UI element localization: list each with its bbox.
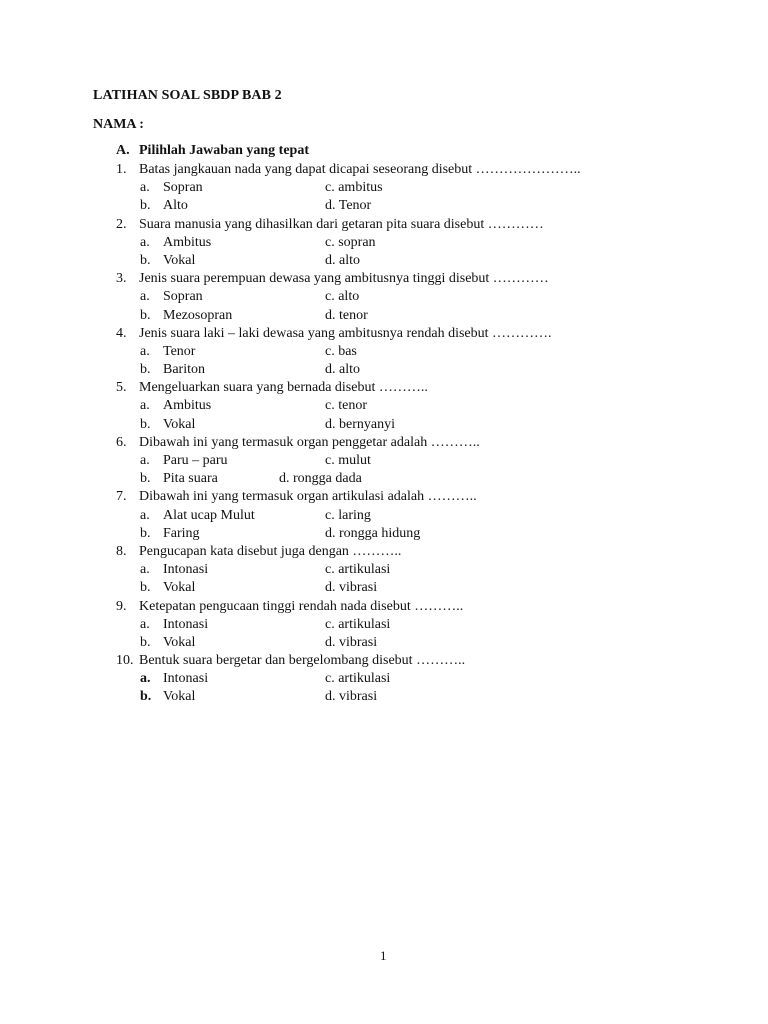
option-row xyxy=(116,688,716,706)
option-d: d. Tenor xyxy=(325,198,372,214)
option-b: Vokal xyxy=(163,634,196,650)
option-row xyxy=(116,525,716,543)
question-line xyxy=(116,216,716,234)
option-row xyxy=(116,179,716,197)
question-number: 9. xyxy=(116,598,127,614)
section-heading xyxy=(116,143,309,159)
option-a: Intonasi xyxy=(163,616,209,632)
question-line xyxy=(116,598,716,616)
question-item xyxy=(116,161,716,216)
option-b: Vokal xyxy=(163,252,196,268)
option-a: Alat ucap Mulut xyxy=(163,507,255,523)
option-letter-b: b. xyxy=(140,471,151,487)
option-row xyxy=(116,234,716,252)
question-text: Ketepatan pengucaan tinggi rendah nada disebut ……….. xyxy=(139,598,464,614)
option-d: d. alto xyxy=(325,252,360,268)
option-d: d. vibrasi xyxy=(325,580,378,596)
option-letter-a: a. xyxy=(140,507,150,523)
option-c: c. tenor xyxy=(325,398,367,414)
option-letter-a: a. xyxy=(140,234,150,250)
question-number: 5. xyxy=(116,380,127,396)
document-title: LATIHAN SOAL SBDP BAB 2 xyxy=(93,88,282,103)
option-letter-a: a. xyxy=(140,562,150,578)
option-d: d. rongga hidung xyxy=(325,525,421,541)
question-text: Dibawah ini yang termasuk organ penggetar adalah ……….. xyxy=(139,434,480,450)
option-letter-b: b. xyxy=(140,416,151,432)
option-d: d. vibrasi xyxy=(325,689,378,705)
page-number: 1 xyxy=(380,948,387,963)
option-c: c. mulut xyxy=(325,453,371,468)
question-item xyxy=(116,216,716,271)
question-text: Bentuk suara bergetar dan bergelombang disebut ……….. xyxy=(139,653,466,669)
option-letter-a: a. xyxy=(140,343,150,359)
option-d: d. alto xyxy=(325,362,360,378)
option-b: Vokal xyxy=(163,580,196,596)
option-c: c. artikulasi xyxy=(325,562,391,578)
option-row xyxy=(116,252,716,270)
option-letter-a: a. xyxy=(140,398,150,414)
question-number: 4. xyxy=(116,325,127,341)
option-letter-b: b. xyxy=(140,580,151,596)
option-b: Vokal xyxy=(163,689,196,705)
option-row xyxy=(116,361,716,379)
option-row xyxy=(116,197,716,215)
option-letter-a: a. xyxy=(140,453,150,468)
option-row xyxy=(116,616,716,634)
option-letter-b: b. xyxy=(140,525,151,541)
section-title: Pilihlah Jawaban yang tepat xyxy=(139,143,309,158)
option-b: Faring xyxy=(163,525,200,541)
question-item xyxy=(116,543,716,598)
option-b: Alto xyxy=(163,198,188,214)
question-list xyxy=(116,161,716,707)
option-letter-b: b. xyxy=(140,307,151,323)
question-item xyxy=(116,652,716,707)
question-line xyxy=(116,325,716,343)
option-row xyxy=(116,307,716,325)
question-line xyxy=(116,270,716,288)
question-number: 7. xyxy=(116,489,127,505)
question-number: 1. xyxy=(116,162,127,177)
option-row xyxy=(116,397,716,415)
question-item xyxy=(116,379,716,434)
option-a: Sopran xyxy=(163,289,203,305)
option-letter-a: a. xyxy=(140,616,150,632)
question-line xyxy=(116,434,716,452)
option-row xyxy=(116,561,716,579)
question-text: Dibawah ini yang termasuk organ artikulasi adalah ……….. xyxy=(139,489,477,505)
option-letter-b: b. xyxy=(140,689,152,705)
option-letter-b: b. xyxy=(140,362,151,378)
option-d: d. rongga dada xyxy=(279,471,362,487)
option-a: Ambitus xyxy=(163,234,212,250)
option-a: Paru – paru xyxy=(163,453,228,468)
question-line xyxy=(116,488,716,506)
question-text: Jenis suara laki – laki dewasa yang ambitusnya rendah disebut …………. xyxy=(139,325,552,341)
option-c: c. alto xyxy=(325,289,360,305)
option-letter-a: a. xyxy=(140,180,150,196)
option-c: c. artikulasi xyxy=(325,671,391,687)
option-c: c. artikulasi xyxy=(325,616,391,632)
question-text: Mengeluarkan suara yang bernada disebut ……….. xyxy=(139,380,428,396)
option-c: c. bas xyxy=(325,343,357,359)
option-row xyxy=(116,288,716,306)
option-d: d. bernyanyi xyxy=(325,416,395,432)
option-c: c. sopran xyxy=(325,234,376,250)
option-b: Pita suara xyxy=(163,471,218,487)
option-row xyxy=(116,634,716,652)
option-letter-b: b. xyxy=(140,198,151,214)
option-row xyxy=(116,507,716,525)
option-b: Mezosopran xyxy=(163,307,233,323)
option-row xyxy=(116,452,716,470)
question-number: 10. xyxy=(116,653,134,669)
question-text: Batas jangkauan nada yang dapat dicapai seseorang disebut ………………….. xyxy=(139,162,581,177)
question-line xyxy=(116,652,716,670)
question-text: Jenis suara perempuan dewasa yang ambitusnya tinggi disebut ………… xyxy=(139,271,549,287)
option-a: Intonasi xyxy=(163,562,209,578)
option-a: Intonasi xyxy=(163,671,209,687)
question-line xyxy=(116,161,716,179)
option-row xyxy=(116,470,716,488)
option-row xyxy=(116,416,716,434)
option-row xyxy=(116,670,716,688)
option-row xyxy=(116,343,716,361)
option-letter-b: b. xyxy=(140,634,151,650)
option-d: d. vibrasi xyxy=(325,634,378,650)
question-number: 6. xyxy=(116,434,127,450)
question-item xyxy=(116,434,716,489)
question-item xyxy=(116,325,716,380)
option-a: Sopran xyxy=(163,180,203,196)
option-b: Bariton xyxy=(163,362,205,378)
question-number: 2. xyxy=(116,216,127,232)
question-item xyxy=(116,270,716,325)
question-item xyxy=(116,488,716,543)
option-a: Tenor xyxy=(163,343,196,359)
question-line xyxy=(116,379,716,397)
option-d: d. tenor xyxy=(325,307,368,323)
option-c: c. laring xyxy=(325,507,371,523)
question-item xyxy=(116,598,716,653)
option-a: Ambitus xyxy=(163,398,212,414)
option-c: c. ambitus xyxy=(325,180,383,196)
question-number: 8. xyxy=(116,543,127,559)
question-number: 3. xyxy=(116,271,127,287)
option-letter-b: b. xyxy=(140,252,151,268)
option-letter-a: a. xyxy=(140,289,150,305)
question-text: Pengucapan kata disebut juga dengan ……….. xyxy=(139,543,402,559)
option-letter-a: a. xyxy=(140,671,151,687)
option-b: Vokal xyxy=(163,416,196,432)
question-line xyxy=(116,543,716,561)
name-label: NAMA : xyxy=(93,117,144,132)
question-text: Suara manusia yang dihasilkan dari getaran pita suara disebut ………… xyxy=(139,216,544,232)
section-letter: A. xyxy=(116,143,130,158)
option-row xyxy=(116,579,716,597)
